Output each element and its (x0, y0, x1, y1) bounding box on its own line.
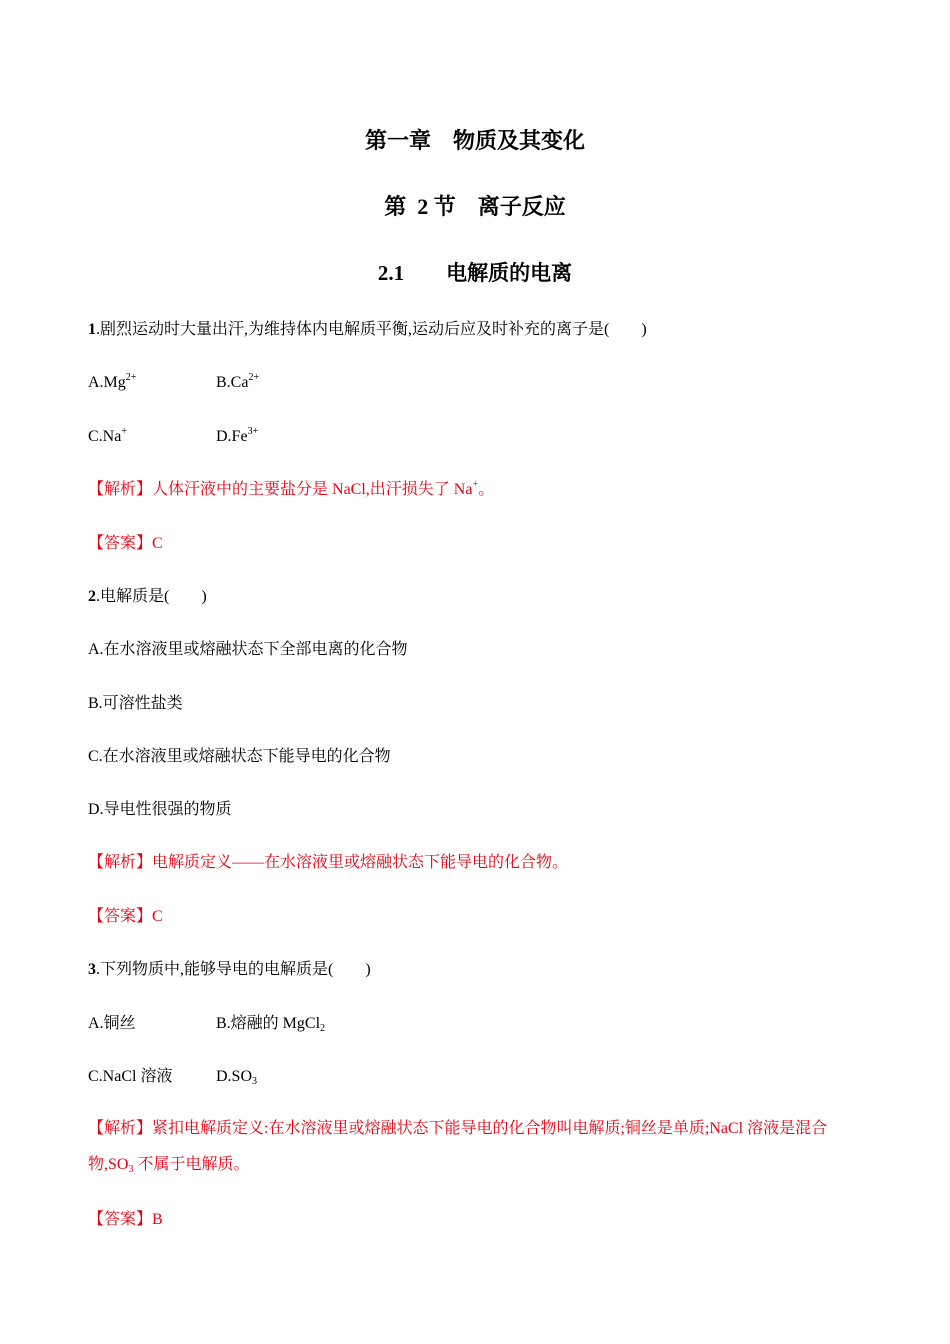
analysis-tag: 【解析】 (88, 854, 153, 871)
option-text: B.Ca (216, 374, 249, 391)
subsection-title: 2.1 电解质的电离 (377, 261, 573, 285)
superscript: + (472, 479, 479, 490)
subscript: 3 (128, 1164, 134, 1175)
question-text: .下列物质中,能够导电的电解质是( ) (96, 961, 371, 978)
superscript: 3+ (247, 426, 259, 437)
option-text: B.熔融的 MgCl (216, 1015, 321, 1032)
answer-tag: 【答案】 (88, 908, 153, 925)
option-text: D.SO (216, 1068, 253, 1085)
question-3-option-b (216, 1014, 325, 1034)
question-3-option-c: C.NaCl 溶液 (88, 1068, 173, 1085)
question-3-stem (88, 960, 371, 980)
question-3-answer (88, 1210, 163, 1230)
answer-tag: 【答案】 (88, 535, 153, 552)
question-1-answer (88, 534, 163, 554)
analysis-text-end: 不属于电解质。 (133, 1156, 250, 1173)
analysis-text-end: 。 (478, 481, 495, 498)
analysis-text: 紧扣电解质定义:在水溶液里或熔融状态下能导电的化合物叫电解质;铜丝是单质;NaCl 溶液是混合物,SO (88, 1120, 828, 1173)
question-1-option-c (88, 427, 127, 447)
question-2-option-c: C.在水溶液里或熔融状态下能导电的化合物 (88, 748, 391, 765)
subscript: 3 (252, 1076, 258, 1087)
analysis-text: 人体汗液中的主要盐分是 NaCl,出汗损失了 Na (152, 481, 473, 498)
question-text: .剧烈运动时大量出汗,为维持体内电解质平衡,运动后应及时补充的离子是( ) (96, 321, 647, 338)
answer-value: C (152, 908, 163, 925)
question-2-stem (88, 587, 207, 607)
question-2-option-d: D.导电性很强的物质 (88, 801, 232, 818)
question-text: .电解质是( ) (96, 588, 207, 605)
question-2-option-b: B.可溶性盐类 (88, 695, 183, 712)
question-2-option-a: A.在水溶液里或熔融状态下全部电离的化合物 (88, 641, 408, 658)
superscript: 2+ (248, 372, 260, 383)
question-3-option-a: A.铜丝 (88, 1015, 136, 1032)
question-number: 3 (88, 961, 96, 978)
question-3-analysis (88, 1111, 868, 1183)
chapter-title: 第一章 物质及其变化 (364, 128, 585, 153)
analysis-tag: 【解析】 (88, 481, 153, 498)
question-number: 2 (88, 588, 96, 605)
question-1-option-b (216, 373, 259, 393)
superscript: 2+ (125, 372, 137, 383)
answer-value: C (152, 535, 163, 552)
superscript: + (121, 426, 127, 437)
option-text: D.Fe (216, 428, 248, 445)
option-text: C.Na (88, 428, 122, 445)
question-1-stem (88, 320, 647, 340)
answer-value: B (152, 1211, 163, 1228)
subscript: 2 (320, 1023, 326, 1034)
option-text: A.Mg (88, 374, 126, 391)
question-number: 1 (88, 321, 96, 338)
analysis-text: 电解质定义——在水溶液里或熔融状态下能导电的化合物。 (152, 854, 569, 871)
section-title: 第 2 节 离子反应 (384, 194, 566, 219)
analysis-tag: 【解析】 (88, 1120, 153, 1137)
answer-tag: 【答案】 (88, 1211, 153, 1228)
question-1-option-a (88, 373, 136, 393)
question-3-option-d (216, 1067, 257, 1087)
question-1-option-d (216, 427, 258, 447)
question-2-analysis (88, 853, 568, 873)
question-1-analysis (88, 480, 494, 500)
question-2-answer (88, 907, 163, 927)
